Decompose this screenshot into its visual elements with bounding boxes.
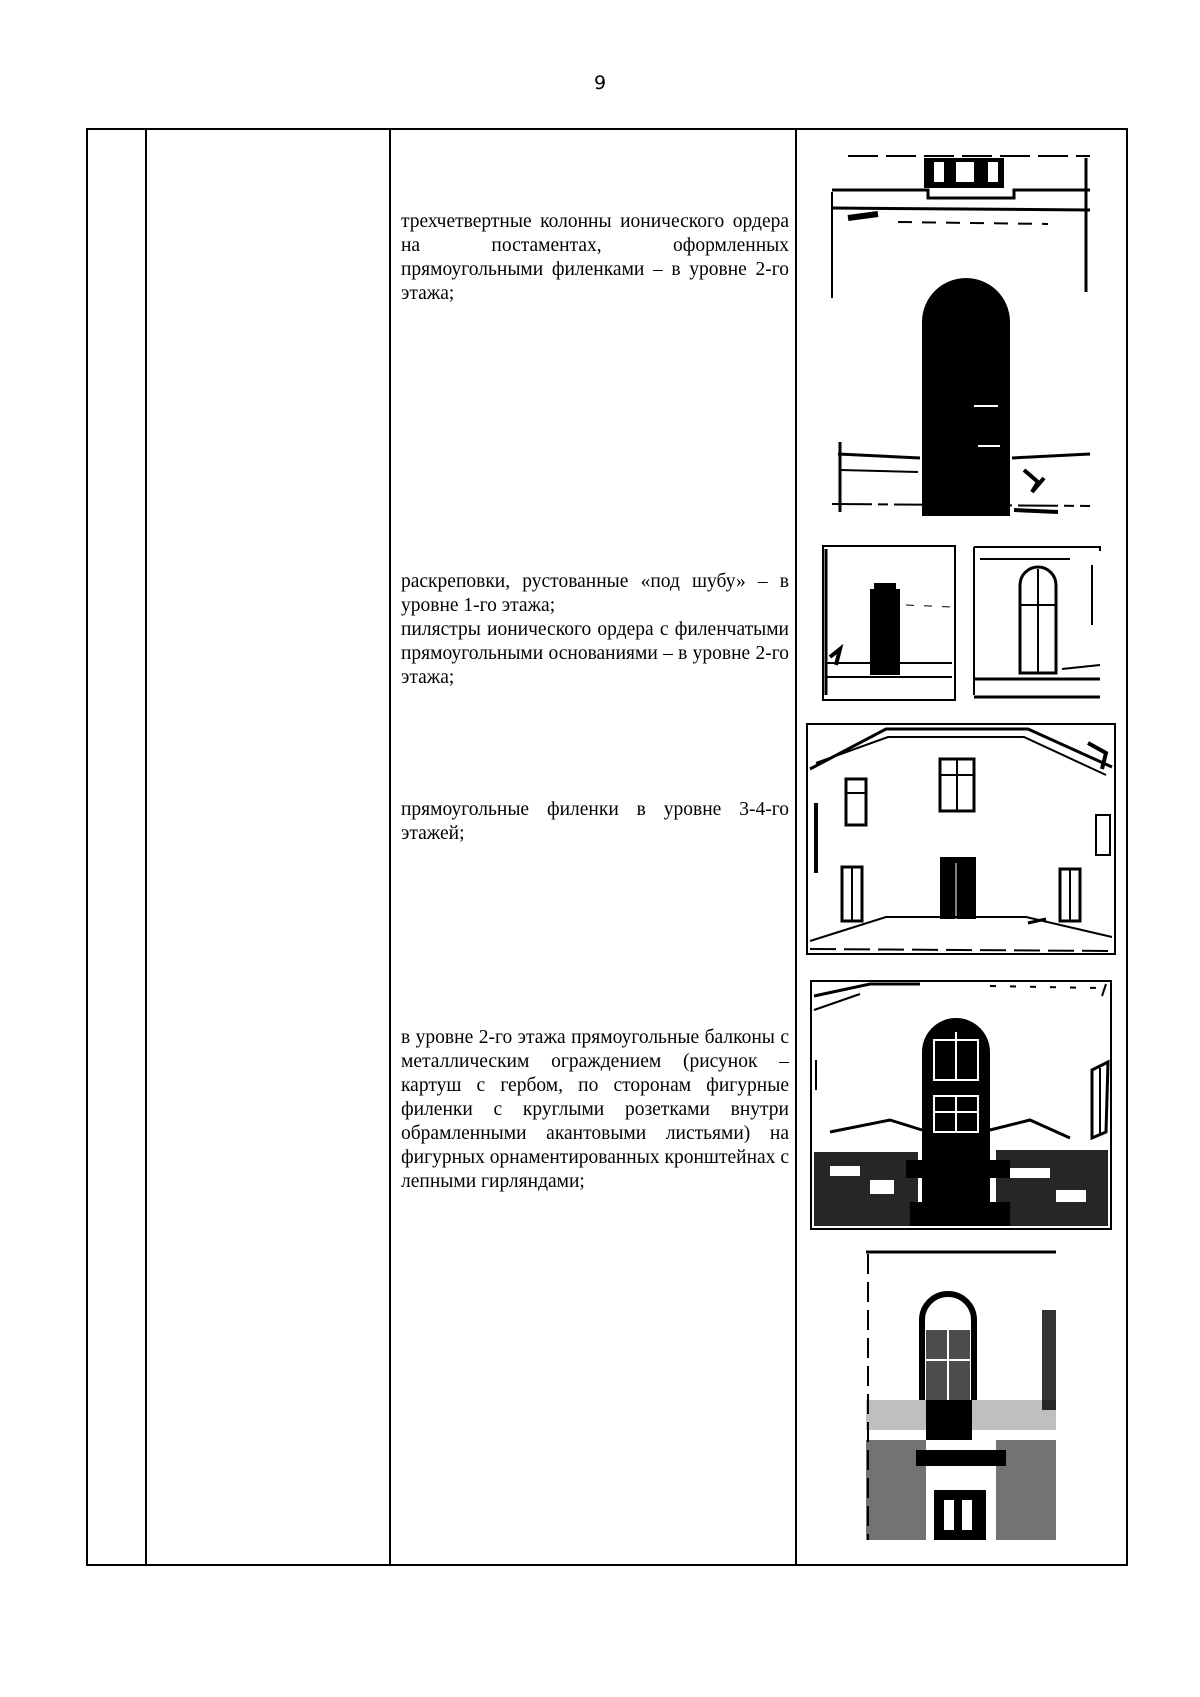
- description-text: раскреповки, рустованные «под шубу» – в уровне 1-го этажа;: [401, 571, 789, 616]
- description-row-4: [401, 1026, 789, 1194]
- facade-photo-balcony: [810, 980, 1112, 1230]
- description-text: трехчетвертные колонны ионического ордера на постаментах, оформленных прямоугольными филенками – в уровне 2-го этажа;: [401, 211, 789, 304]
- facade-photo-corner-panels: [806, 723, 1116, 955]
- description-text: прямоугольные филенки в уровне 3-4-го этажей;: [401, 799, 789, 844]
- facade-photo-arched-window: [828, 152, 1094, 520]
- column-divider-3: [795, 128, 797, 1566]
- facade-photo-arched-window-pilaster: [970, 545, 1104, 701]
- description-row-3: [401, 798, 789, 846]
- column-divider-1: [145, 128, 147, 1566]
- column-divider-2: [389, 128, 391, 1566]
- page-number: 9: [593, 72, 607, 94]
- facade-photo-window-and-doorway: [866, 1250, 1056, 1540]
- description-text: пилястры ионического ордера с филенчатыми прямоугольными основаниями – в уровне 2-го этажа;: [401, 619, 789, 688]
- facade-photo-rusticated-projection: [822, 545, 956, 701]
- description-row-2: [401, 570, 789, 690]
- description-text: в уровне 2-го этажа прямоугольные балконы с металлическим ограждением (рисунок – картуш с гербом, по сторонам фигурные филенки с круглыми розетками внутри обрамленными акантовыми листьями) на фигурных орнаментированных кронштейнах с лепными гирляндами;: [401, 1027, 789, 1192]
- description-row-1: [401, 210, 789, 306]
